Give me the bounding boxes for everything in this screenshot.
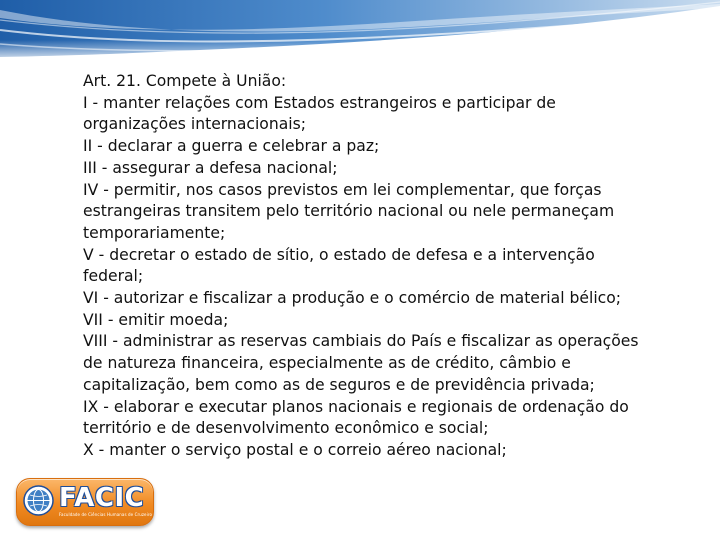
article-line: VII - emitir moeda; (83, 310, 229, 329)
logo-name: FACIC (59, 483, 145, 513)
article-line: território e de desenvolvimento econômico e social; (83, 419, 489, 438)
article-text (83, 71, 683, 462)
article-line: III - assegurar a defesa nacional; (83, 158, 338, 177)
article-line: capitalização, bem como as de seguros e de previdência privada; (83, 375, 595, 394)
article-line: organizações internacionais; (83, 115, 306, 134)
article-heading: Art. 21. Compete à União: (83, 72, 287, 90)
article-line: IV - permitir, nos casos previstos em lei complementar, que forças (83, 180, 602, 199)
article-line: VIII - administrar as reservas cambiais do País e fiscalizar as operações (83, 332, 639, 351)
article-line: IX - elaborar e executar planos nacionais e regionais de ordenação do (83, 397, 629, 416)
logo-subtitle: Faculdade de Ciências Humanas de Cruzeiro (59, 512, 153, 517)
article-line: I - manter relações com Estados estrangeiros e participar de (83, 93, 556, 112)
article-line: federal; (83, 267, 144, 286)
article-line: V - decretar o estado de sítio, o estado de defesa e a intervenção (83, 245, 595, 264)
article-line: de natureza financeira, especialmente as de crédito, câmbio e (83, 354, 571, 373)
article-line: X - manter o serviço postal e o correio aéreo nacional; (83, 440, 507, 459)
article-line: VI - autorizar e fiscalizar a produção e o comércio de material bélico; (83, 289, 622, 308)
facic-logo (16, 478, 154, 526)
globe-emblem-icon (23, 485, 54, 516)
article-line: estrangeiras transitem pelo território nacional ou nele permaneçam (83, 202, 615, 221)
article-line: temporariamente; (83, 223, 226, 242)
article-line: II - declarar a guerra e celebrar a paz; (83, 137, 380, 156)
header-wave-banner (0, 0, 720, 64)
